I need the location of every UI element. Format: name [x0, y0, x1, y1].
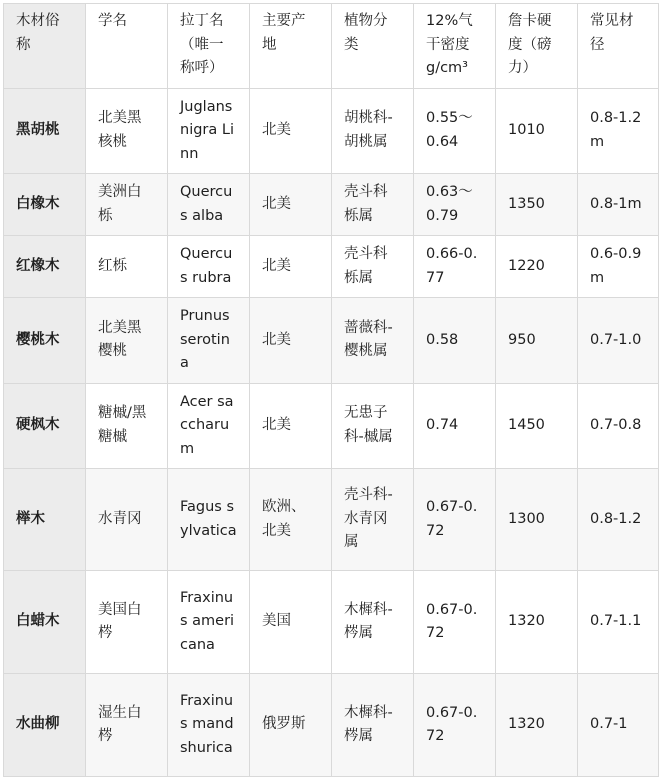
table-row	[4, 236, 659, 298]
table-cell: 1450	[496, 383, 578, 469]
table-header-row	[4, 4, 659, 89]
table-cell: 0.8-1.2m	[578, 88, 659, 174]
header-scientific-name: 学名	[86, 4, 168, 89]
table-row	[4, 174, 659, 236]
table-cell: 湿生白梣	[86, 674, 168, 777]
table-cell: 0.8-1m	[578, 174, 659, 236]
table-cell: 0.7-0.8	[578, 383, 659, 469]
table-cell: 美国白梣	[86, 571, 168, 674]
table-cell: 无患子科-槭属	[332, 383, 414, 469]
table-cell: 水青冈	[86, 469, 168, 571]
table-cell: Acer saccharum	[168, 383, 250, 469]
table-cell: 0.66-0.77	[414, 236, 496, 298]
table-cell: 0.58	[414, 298, 496, 384]
row-header-cell: 白蜡木	[4, 571, 86, 674]
table-cell: Quercus alba	[168, 174, 250, 236]
table-cell: 美国	[250, 571, 332, 674]
header-janka-hardness: 詹卡硬度（磅力）	[496, 4, 578, 89]
table-cell: 0.7-1.0	[578, 298, 659, 384]
row-header-cell: 硬枫木	[4, 383, 86, 469]
table-cell: Fraxinus mandshurica	[168, 674, 250, 777]
row-header-cell: 水曲柳	[4, 674, 86, 777]
table-cell: 0.55～0.64	[414, 88, 496, 174]
table-row	[4, 469, 659, 571]
table-cell: 1320	[496, 571, 578, 674]
table-cell: 木樨科-梣属	[332, 674, 414, 777]
table-cell: 北美	[250, 174, 332, 236]
table-cell: 美洲白栎	[86, 174, 168, 236]
table-cell: 蔷薇科-樱桃属	[332, 298, 414, 384]
header-latin-name: 拉丁名（唯一称呼）	[168, 4, 250, 89]
table-cell: 壳斗科栎属	[332, 236, 414, 298]
header-classification: 植物分类	[332, 4, 414, 89]
table-row	[4, 88, 659, 174]
table-cell: 1220	[496, 236, 578, 298]
row-header-cell: 红橡木	[4, 236, 86, 298]
table-cell: 欧洲、北美	[250, 469, 332, 571]
table-row	[4, 674, 659, 777]
table-cell: 北美	[250, 298, 332, 384]
table-cell: Fagus sylvatica	[168, 469, 250, 571]
row-header-cell: 樱桃木	[4, 298, 86, 384]
table-row	[4, 298, 659, 384]
table-cell: 北美黑核桃	[86, 88, 168, 174]
table-cell: 木樨科-梣属	[332, 571, 414, 674]
table-cell: 1300	[496, 469, 578, 571]
table-cell: 壳斗科-水青冈属	[332, 469, 414, 571]
wood-species-table	[3, 3, 659, 777]
table-cell: 1320	[496, 674, 578, 777]
table-cell: 950	[496, 298, 578, 384]
table-cell: 0.67-0.72	[414, 469, 496, 571]
header-origin: 主要产地	[250, 4, 332, 89]
row-header-cell: 榉木	[4, 469, 86, 571]
table-row	[4, 383, 659, 469]
table-cell: Fraxinus americana	[168, 571, 250, 674]
table-cell: 胡桃科-胡桃属	[332, 88, 414, 174]
header-common-name: 木材俗称	[4, 4, 86, 89]
table-cell: 0.67-0.72	[414, 571, 496, 674]
table-cell: Quercus rubra	[168, 236, 250, 298]
table-cell: 北美	[250, 88, 332, 174]
table-cell: 0.67-0.72	[414, 674, 496, 777]
table-cell: 北美	[250, 383, 332, 469]
table-cell: 俄罗斯	[250, 674, 332, 777]
header-diameter: 常见材径	[578, 4, 659, 89]
table-cell: Juglans nigra Linn	[168, 88, 250, 174]
row-header-cell: 白橡木	[4, 174, 86, 236]
table-cell: 0.74	[414, 383, 496, 469]
table-cell: 北美	[250, 236, 332, 298]
table-cell: 糖槭/黑糖槭	[86, 383, 168, 469]
table-cell: 0.6-0.9m	[578, 236, 659, 298]
table-cell: 1350	[496, 174, 578, 236]
table-cell: 壳斗科栎属	[332, 174, 414, 236]
table-cell: 0.63～0.79	[414, 174, 496, 236]
table-cell: 红栎	[86, 236, 168, 298]
header-density: 12%气干密度g/cm³	[414, 4, 496, 89]
table-cell: 1010	[496, 88, 578, 174]
row-header-cell: 黑胡桃	[4, 88, 86, 174]
table-cell: Prunus serotina	[168, 298, 250, 384]
table-cell: 0.8-1.2	[578, 469, 659, 571]
table-cell: 0.7-1.1	[578, 571, 659, 674]
table-cell: 0.7-1	[578, 674, 659, 777]
table-cell: 北美黑樱桃	[86, 298, 168, 384]
table-row	[4, 571, 659, 674]
